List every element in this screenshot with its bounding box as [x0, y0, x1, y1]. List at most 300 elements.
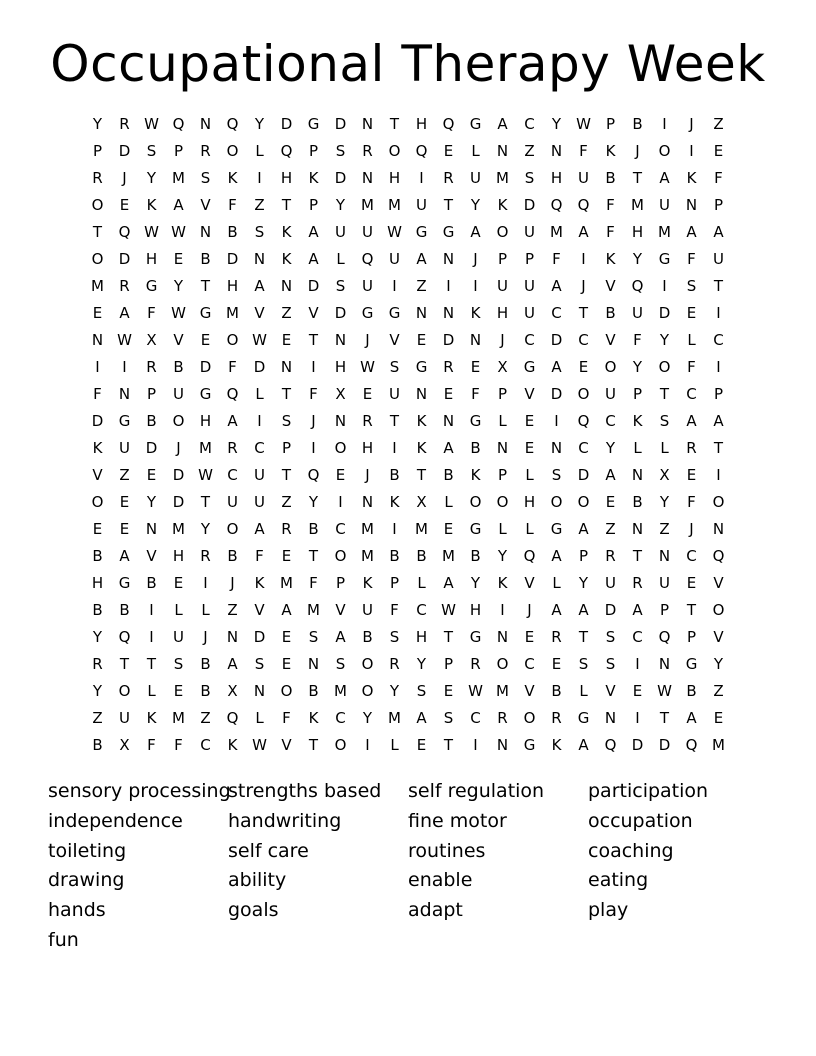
grid-letter[interactable]: Y — [362, 709, 373, 727]
grid-letter[interactable]: Q — [172, 115, 185, 133]
grid-letter[interactable]: M — [550, 223, 563, 241]
grid-letter[interactable]: K — [389, 493, 400, 511]
grid-letter[interactable]: Z — [227, 601, 238, 619]
grid-letter[interactable]: D — [226, 250, 239, 268]
grid-letter[interactable]: B — [632, 115, 643, 133]
grid-letter[interactable]: Y — [254, 115, 265, 133]
grid-letter[interactable]: T — [119, 655, 130, 673]
grid-letter[interactable]: O — [91, 493, 104, 511]
grid-letter[interactable]: G — [415, 358, 428, 376]
grid-letter[interactable]: C — [551, 304, 562, 322]
grid-letter[interactable]: Y — [92, 115, 103, 133]
grid-letter[interactable]: Z — [713, 682, 724, 700]
grid-letter[interactable]: O — [334, 547, 347, 565]
grid-letter[interactable]: W — [171, 223, 186, 241]
grid-letter[interactable]: B — [119, 601, 130, 619]
grid-letter[interactable]: H — [631, 223, 644, 241]
grid-letter[interactable]: K — [686, 169, 697, 187]
grid-letter[interactable]: I — [473, 277, 478, 295]
grid-letter[interactable]: V — [254, 304, 265, 322]
grid-letter[interactable]: W — [576, 115, 591, 133]
grid-letter[interactable]: R — [686, 439, 697, 457]
grid-letter[interactable]: M — [361, 547, 374, 565]
grid-letter[interactable]: E — [632, 682, 643, 700]
grid-letter[interactable]: A — [713, 412, 724, 430]
grid-letter[interactable]: D — [199, 358, 212, 376]
grid-letter[interactable]: M — [361, 520, 374, 538]
grid-letter[interactable]: D — [631, 736, 644, 754]
grid-letter[interactable]: B — [173, 358, 184, 376]
grid-letter[interactable]: I — [95, 358, 100, 376]
grid-letter[interactable]: K — [497, 574, 508, 592]
grid-letter[interactable]: P — [713, 196, 724, 214]
grid-letter[interactable]: K — [605, 142, 616, 160]
grid-letter[interactable]: D — [172, 493, 185, 511]
grid-letter[interactable]: N — [496, 628, 509, 646]
grid-letter[interactable]: F — [633, 331, 642, 349]
grid-letter[interactable]: E — [605, 493, 616, 511]
grid-letter[interactable]: D — [118, 142, 131, 160]
grid-letter[interactable]: O — [577, 493, 590, 511]
grid-letter[interactable]: J — [527, 601, 532, 619]
grid-letter[interactable]: C — [335, 520, 346, 538]
grid-letter[interactable]: O — [604, 358, 617, 376]
grid-letter[interactable]: P — [713, 385, 724, 403]
grid-letter[interactable]: Z — [254, 196, 265, 214]
grid-letter[interactable]: Y — [659, 493, 670, 511]
grid-letter[interactable]: J — [500, 331, 505, 349]
grid-letter[interactable]: O — [91, 250, 104, 268]
grid-letter[interactable]: B — [470, 439, 481, 457]
grid-letter[interactable]: Y — [146, 493, 157, 511]
grid-letter[interactable]: G — [523, 358, 536, 376]
grid-letter[interactable]: G — [469, 628, 482, 646]
grid-letter[interactable]: N — [496, 142, 509, 160]
grid-letter[interactable]: D — [253, 358, 266, 376]
grid-letter[interactable]: D — [550, 331, 563, 349]
grid-letter[interactable]: Z — [605, 520, 616, 538]
grid-letter[interactable]: R — [92, 655, 103, 673]
grid-letter[interactable]: A — [119, 304, 130, 322]
grid-letter[interactable]: N — [442, 250, 455, 268]
grid-letter[interactable]: S — [281, 412, 292, 430]
grid-letter[interactable]: P — [686, 628, 697, 646]
grid-letter[interactable]: K — [281, 223, 292, 241]
grid-letter[interactable]: U — [659, 196, 670, 214]
grid-letter[interactable]: B — [632, 493, 643, 511]
grid-letter[interactable]: J — [689, 520, 694, 538]
grid-letter[interactable]: S — [173, 655, 184, 673]
grid-letter[interactable]: K — [227, 169, 238, 187]
grid-letter[interactable]: M — [496, 169, 509, 187]
grid-letter[interactable]: L — [525, 520, 534, 538]
grid-letter[interactable]: I — [662, 277, 667, 295]
grid-letter[interactable]: H — [496, 304, 509, 322]
grid-letter[interactable]: E — [281, 331, 292, 349]
grid-letter[interactable]: B — [605, 304, 616, 322]
grid-letter[interactable]: L — [201, 601, 210, 619]
grid-letter[interactable]: W — [144, 115, 159, 133]
grid-letter[interactable]: C — [200, 736, 211, 754]
grid-letter[interactable]: C — [524, 331, 535, 349]
grid-letter[interactable]: C — [335, 709, 346, 727]
grid-letter[interactable]: O — [523, 709, 536, 727]
grid-letter[interactable]: F — [228, 358, 237, 376]
grid-letter[interactable]: U — [524, 277, 535, 295]
grid-letter[interactable]: T — [443, 628, 454, 646]
grid-letter[interactable]: F — [579, 142, 588, 160]
grid-letter[interactable]: Y — [416, 655, 427, 673]
grid-letter[interactable]: I — [446, 277, 451, 295]
grid-letter[interactable]: M — [388, 709, 401, 727]
grid-letter[interactable]: E — [173, 682, 184, 700]
grid-letter[interactable]: C — [686, 385, 697, 403]
grid-letter[interactable]: T — [308, 736, 319, 754]
grid-letter[interactable]: T — [713, 439, 724, 457]
grid-letter[interactable]: P — [443, 655, 454, 673]
grid-letter[interactable]: L — [579, 682, 588, 700]
grid-letter[interactable]: C — [254, 439, 265, 457]
grid-letter[interactable]: O — [550, 493, 563, 511]
grid-letter[interactable]: I — [716, 304, 721, 322]
grid-letter[interactable]: L — [255, 709, 264, 727]
grid-letter[interactable]: L — [660, 439, 669, 457]
grid-letter[interactable]: A — [578, 601, 589, 619]
grid-letter[interactable]: G — [577, 709, 590, 727]
grid-letter[interactable]: M — [280, 574, 293, 592]
grid-letter[interactable]: Y — [470, 574, 481, 592]
grid-letter[interactable]: N — [145, 520, 158, 538]
grid-letter[interactable]: Q — [226, 709, 239, 727]
grid-letter[interactable]: N — [550, 439, 563, 457]
grid-letter[interactable]: B — [443, 466, 454, 484]
grid-letter[interactable]: U — [389, 385, 400, 403]
grid-letter[interactable]: G — [469, 412, 482, 430]
grid-letter[interactable]: X — [416, 493, 427, 511]
grid-letter[interactable]: D — [172, 466, 185, 484]
grid-letter[interactable]: A — [308, 250, 319, 268]
grid-letter[interactable]: P — [524, 250, 535, 268]
grid-letter[interactable]: O — [280, 682, 293, 700]
grid-letter[interactable]: N — [361, 169, 374, 187]
grid-letter[interactable]: G — [442, 223, 455, 241]
grid-letter[interactable]: W — [360, 358, 375, 376]
grid-letter[interactable]: Q — [307, 466, 320, 484]
grid-letter[interactable]: S — [308, 628, 319, 646]
grid-letter[interactable]: Y — [470, 196, 481, 214]
grid-letter[interactable]: I — [689, 142, 694, 160]
grid-letter[interactable]: A — [632, 601, 643, 619]
grid-letter[interactable]: N — [442, 412, 455, 430]
grid-letter[interactable]: Z — [92, 709, 103, 727]
grid-letter[interactable]: P — [173, 142, 184, 160]
grid-letter[interactable]: N — [496, 439, 509, 457]
grid-letter[interactable]: N — [712, 520, 725, 538]
grid-letter[interactable]: W — [441, 601, 456, 619]
grid-letter[interactable]: T — [686, 601, 697, 619]
grid-letter[interactable]: H — [523, 493, 536, 511]
grid-letter[interactable]: I — [311, 358, 316, 376]
grid-letter[interactable]: U — [254, 493, 265, 511]
grid-letter[interactable]: G — [145, 277, 158, 295]
grid-letter[interactable]: R — [92, 169, 103, 187]
grid-letter[interactable]: A — [686, 709, 697, 727]
grid-letter[interactable]: S — [389, 358, 400, 376]
grid-letter[interactable]: F — [471, 385, 480, 403]
grid-letter[interactable]: I — [635, 655, 640, 673]
grid-letter[interactable]: E — [524, 439, 535, 457]
grid-letter[interactable]: U — [632, 304, 643, 322]
grid-letter[interactable]: A — [281, 601, 292, 619]
grid-letter[interactable]: K — [227, 736, 238, 754]
grid-letter[interactable]: H — [172, 547, 185, 565]
grid-letter[interactable]: O — [577, 385, 590, 403]
grid-letter[interactable]: K — [92, 439, 103, 457]
grid-letter[interactable]: R — [227, 439, 238, 457]
grid-letter[interactable]: F — [552, 250, 561, 268]
grid-letter[interactable]: I — [203, 574, 208, 592]
grid-letter[interactable]: V — [524, 385, 535, 403]
grid-letter[interactable]: D — [577, 466, 590, 484]
grid-letter[interactable]: L — [498, 520, 507, 538]
grid-letter[interactable]: C — [578, 331, 589, 349]
grid-letter[interactable]: P — [632, 385, 643, 403]
grid-letter[interactable]: A — [551, 277, 562, 295]
grid-letter[interactable]: J — [311, 412, 316, 430]
grid-letter[interactable]: L — [255, 385, 264, 403]
grid-letter[interactable]: V — [92, 466, 103, 484]
grid-letter[interactable]: V — [281, 736, 292, 754]
grid-letter[interactable]: F — [174, 736, 183, 754]
grid-letter[interactable]: T — [443, 736, 454, 754]
grid-letter[interactable]: Z — [200, 709, 211, 727]
grid-letter[interactable]: W — [171, 304, 186, 322]
grid-letter[interactable]: R — [119, 115, 130, 133]
grid-letter[interactable]: B — [308, 682, 319, 700]
grid-letter[interactable]: U — [227, 493, 238, 511]
grid-letter[interactable]: U — [173, 385, 184, 403]
grid-letter[interactable]: E — [551, 655, 562, 673]
grid-letter[interactable]: T — [200, 493, 211, 511]
grid-letter[interactable]: L — [498, 412, 507, 430]
grid-letter[interactable]: T — [146, 655, 157, 673]
grid-letter[interactable]: R — [443, 169, 454, 187]
grid-letter[interactable]: A — [686, 412, 697, 430]
grid-letter[interactable]: J — [203, 628, 208, 646]
grid-letter[interactable]: H — [91, 574, 104, 592]
grid-letter[interactable]: I — [311, 439, 316, 457]
grid-letter[interactable]: Q — [226, 115, 239, 133]
grid-letter[interactable]: A — [254, 277, 265, 295]
grid-letter[interactable]: P — [92, 142, 103, 160]
grid-letter[interactable]: B — [146, 412, 157, 430]
grid-letter[interactable]: P — [146, 385, 157, 403]
grid-letter[interactable]: T — [389, 412, 400, 430]
grid-letter[interactable]: V — [713, 574, 724, 592]
grid-letter[interactable]: A — [443, 574, 454, 592]
grid-letter[interactable]: Y — [92, 628, 103, 646]
grid-letter[interactable]: N — [334, 412, 347, 430]
grid-letter[interactable]: S — [200, 169, 211, 187]
grid-letter[interactable]: L — [147, 682, 156, 700]
grid-letter[interactable]: B — [308, 520, 319, 538]
grid-letter[interactable]: I — [257, 169, 262, 187]
grid-letter[interactable]: O — [388, 142, 401, 160]
grid-letter[interactable]: M — [712, 736, 725, 754]
grid-letter[interactable]: A — [551, 358, 562, 376]
grid-letter[interactable]: Q — [631, 277, 644, 295]
grid-letter[interactable]: R — [389, 655, 400, 673]
grid-letter[interactable]: V — [605, 277, 616, 295]
grid-letter[interactable]: I — [716, 466, 721, 484]
grid-letter[interactable]: D — [307, 277, 320, 295]
grid-letter[interactable]: S — [524, 169, 535, 187]
grid-letter[interactable]: U — [470, 169, 481, 187]
grid-letter[interactable]: C — [605, 412, 616, 430]
grid-letter[interactable]: O — [226, 331, 239, 349]
grid-letter[interactable]: N — [442, 304, 455, 322]
grid-letter[interactable]: C — [632, 628, 643, 646]
grid-letter[interactable]: V — [524, 574, 535, 592]
grid-letter[interactable]: L — [390, 736, 399, 754]
grid-letter[interactable]: A — [713, 223, 724, 241]
grid-letter[interactable]: R — [200, 142, 211, 160]
grid-letter[interactable]: B — [416, 547, 427, 565]
grid-letter[interactable]: K — [551, 736, 562, 754]
grid-letter[interactable]: N — [91, 331, 104, 349]
grid-letter[interactable]: S — [335, 277, 346, 295]
grid-letter[interactable]: E — [713, 142, 724, 160]
grid-letter[interactable]: U — [119, 439, 130, 457]
grid-letter[interactable]: J — [230, 574, 235, 592]
grid-letter[interactable]: V — [389, 331, 400, 349]
grid-letter[interactable]: D — [658, 736, 671, 754]
grid-letter[interactable]: U — [335, 223, 346, 241]
grid-letter[interactable]: I — [365, 736, 370, 754]
grid-letter[interactable]: B — [200, 655, 211, 673]
grid-letter[interactable]: Q — [226, 385, 239, 403]
grid-letter[interactable]: F — [255, 547, 264, 565]
grid-letter[interactable]: Q — [577, 412, 590, 430]
grid-letter[interactable]: B — [605, 169, 616, 187]
grid-letter[interactable]: H — [415, 115, 428, 133]
grid-letter[interactable]: D — [145, 439, 158, 457]
grid-letter[interactable]: X — [146, 331, 157, 349]
grid-letter[interactable]: Y — [173, 277, 184, 295]
grid-letter[interactable]: Y — [713, 655, 724, 673]
grid-letter[interactable]: K — [470, 304, 481, 322]
grid-letter[interactable]: U — [713, 250, 724, 268]
grid-letter[interactable]: D — [118, 250, 131, 268]
grid-letter[interactable]: V — [605, 682, 616, 700]
grid-letter[interactable]: Q — [577, 196, 590, 214]
grid-letter[interactable]: E — [713, 709, 724, 727]
grid-letter[interactable]: O — [91, 196, 104, 214]
grid-letter[interactable]: A — [578, 736, 589, 754]
grid-letter[interactable]: U — [416, 196, 427, 214]
grid-letter[interactable]: V — [605, 331, 616, 349]
grid-letter[interactable]: O — [172, 412, 185, 430]
grid-letter[interactable]: T — [659, 709, 670, 727]
grid-letter[interactable]: T — [200, 277, 211, 295]
grid-letter[interactable]: V — [308, 304, 319, 322]
grid-letter[interactable]: L — [336, 250, 345, 268]
grid-letter[interactable]: M — [415, 520, 428, 538]
grid-letter[interactable]: O — [496, 493, 509, 511]
grid-letter[interactable]: M — [172, 520, 185, 538]
grid-letter[interactable]: K — [470, 466, 481, 484]
grid-letter[interactable]: N — [253, 682, 266, 700]
grid-letter[interactable]: W — [252, 736, 267, 754]
grid-letter[interactable]: P — [578, 547, 589, 565]
grid-letter[interactable]: E — [119, 520, 130, 538]
grid-letter[interactable]: M — [658, 223, 671, 241]
grid-letter[interactable]: V — [146, 547, 157, 565]
grid-letter[interactable]: H — [226, 277, 239, 295]
grid-letter[interactable]: E — [281, 547, 292, 565]
grid-letter[interactable]: N — [334, 331, 347, 349]
grid-letter[interactable]: L — [417, 574, 426, 592]
grid-letter[interactable]: U — [605, 574, 616, 592]
grid-letter[interactable]: B — [146, 574, 157, 592]
grid-letter[interactable]: R — [551, 709, 562, 727]
grid-letter[interactable]: I — [554, 412, 559, 430]
grid-letter[interactable]: Y — [92, 682, 103, 700]
grid-letter[interactable]: G — [658, 250, 671, 268]
grid-letter[interactable]: A — [308, 223, 319, 241]
grid-letter[interactable]: P — [497, 466, 508, 484]
grid-letter[interactable]: J — [689, 115, 694, 133]
grid-letter[interactable]: I — [257, 412, 262, 430]
grid-letter[interactable]: R — [362, 142, 373, 160]
grid-letter[interactable]: D — [334, 115, 347, 133]
grid-letter[interactable]: B — [686, 682, 697, 700]
grid-letter[interactable]: L — [633, 439, 642, 457]
grid-letter[interactable]: K — [281, 250, 292, 268]
grid-letter[interactable]: W — [117, 331, 132, 349]
grid-letter[interactable]: Z — [281, 304, 292, 322]
grid-letter[interactable]: U — [605, 385, 616, 403]
grid-letter[interactable]: X — [497, 358, 508, 376]
grid-letter[interactable]: I — [635, 709, 640, 727]
grid-letter[interactable]: O — [334, 439, 347, 457]
grid-letter[interactable]: G — [550, 520, 563, 538]
grid-letter[interactable]: D — [523, 196, 536, 214]
grid-letter[interactable]: E — [416, 736, 427, 754]
grid-letter[interactable]: Q — [415, 142, 428, 160]
grid-letter[interactable]: E — [578, 358, 589, 376]
grid-letter[interactable]: A — [254, 520, 265, 538]
grid-letter[interactable]: F — [606, 223, 615, 241]
grid-letter[interactable]: Q — [118, 223, 131, 241]
grid-letter[interactable]: H — [388, 169, 401, 187]
grid-letter[interactable]: R — [632, 574, 643, 592]
grid-letter[interactable]: P — [308, 196, 319, 214]
grid-letter[interactable]: U — [524, 304, 535, 322]
grid-letter[interactable]: O — [496, 223, 509, 241]
grid-letter[interactable]: M — [91, 277, 104, 295]
grid-letter[interactable]: W — [468, 682, 483, 700]
grid-letter[interactable]: V — [254, 601, 265, 619]
grid-letter[interactable]: I — [122, 358, 127, 376]
grid-letter[interactable]: H — [415, 628, 428, 646]
grid-letter[interactable]: E — [173, 250, 184, 268]
grid-letter[interactable]: P — [605, 115, 616, 133]
grid-letter[interactable]: B — [389, 466, 400, 484]
grid-letter[interactable]: E — [443, 520, 454, 538]
grid-letter[interactable]: Q — [523, 547, 536, 565]
grid-letter[interactable]: E — [146, 466, 157, 484]
